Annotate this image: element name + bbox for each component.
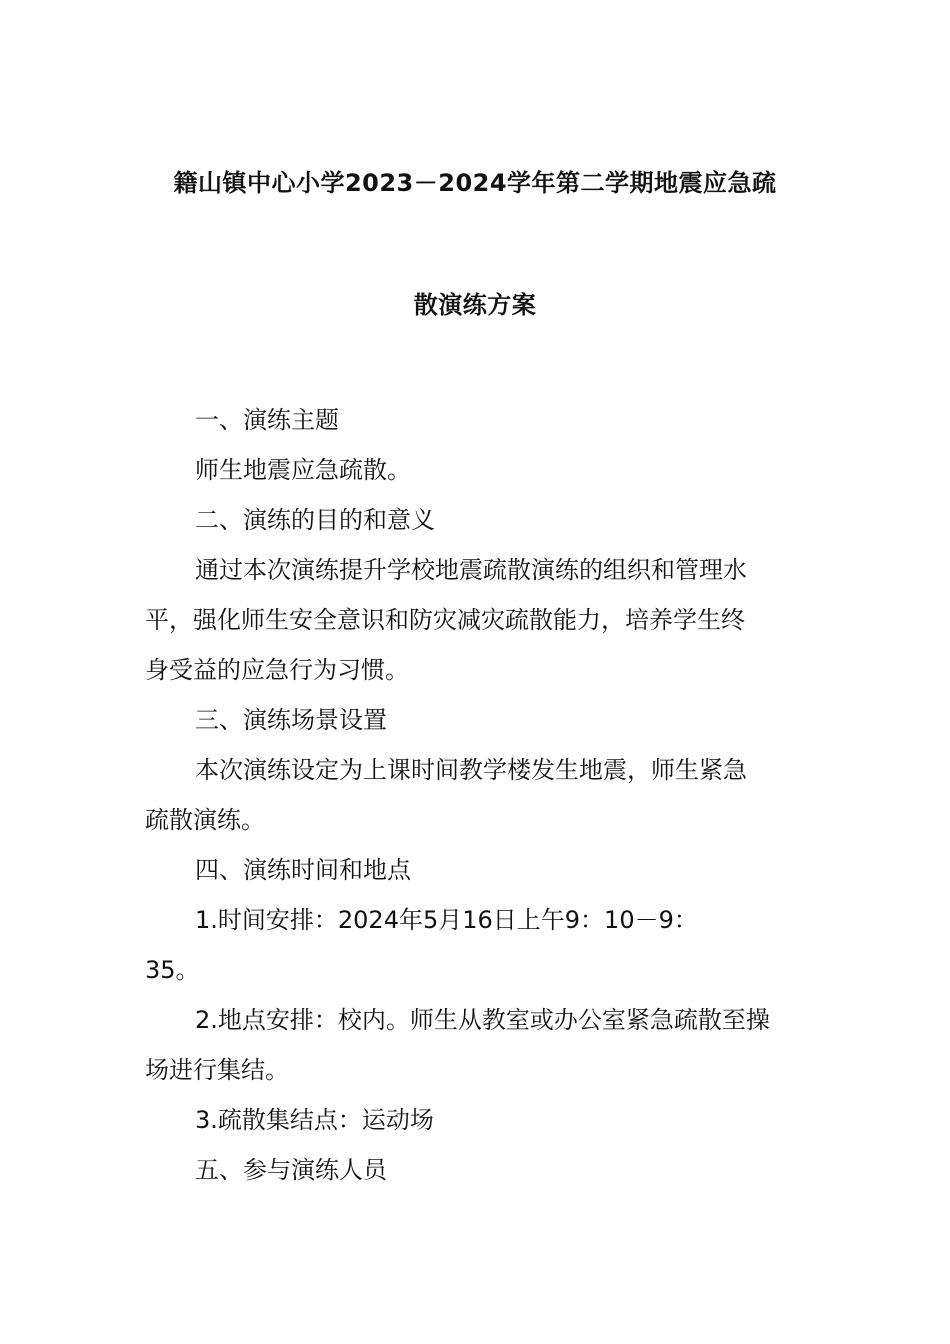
paragraph-line: 疏散演练。 xyxy=(145,806,265,834)
document-title-line-2: 散演练方案 xyxy=(413,291,537,319)
paragraph-line: 2.地点安排：校内。师生从教室或办公室紧急疏散至操 xyxy=(195,1006,770,1034)
paragraph-line: 1.时间安排：2024年5月16日上午9：10－9： xyxy=(195,906,698,934)
heading-5: 五、参与演练人员 xyxy=(195,1156,387,1184)
paragraph-line: 师生地震应急疏散。 xyxy=(195,456,411,484)
heading-3: 三、演练场景设置 xyxy=(195,706,387,734)
heading-4: 四、演练时间和地点 xyxy=(195,856,411,884)
paragraph-line: 35。 xyxy=(145,956,200,984)
paragraph-line: 平，强化师生安全意识和防灾减灾疏散能力，培养学生终 xyxy=(145,606,745,634)
heading-2: 二、演练的目的和意义 xyxy=(195,506,435,534)
document-title-line-1: 籍山镇中心小学2023－2024学年第二学期地震应急疏 xyxy=(173,169,777,197)
paragraph-line: 场进行集结。 xyxy=(145,1056,289,1084)
heading-1: 一、演练主题 xyxy=(195,406,339,434)
paragraph-line: 身受益的应急行为习惯。 xyxy=(145,656,409,684)
paragraph-line: 本次演练设定为上课时间教学楼发生地震，师生紧急 xyxy=(195,756,747,784)
paragraph-line: 3.疏散集结点：运动场 xyxy=(195,1106,434,1134)
paragraph-line: 通过本次演练提升学校地震疏散演练的组织和管理水 xyxy=(195,556,747,584)
